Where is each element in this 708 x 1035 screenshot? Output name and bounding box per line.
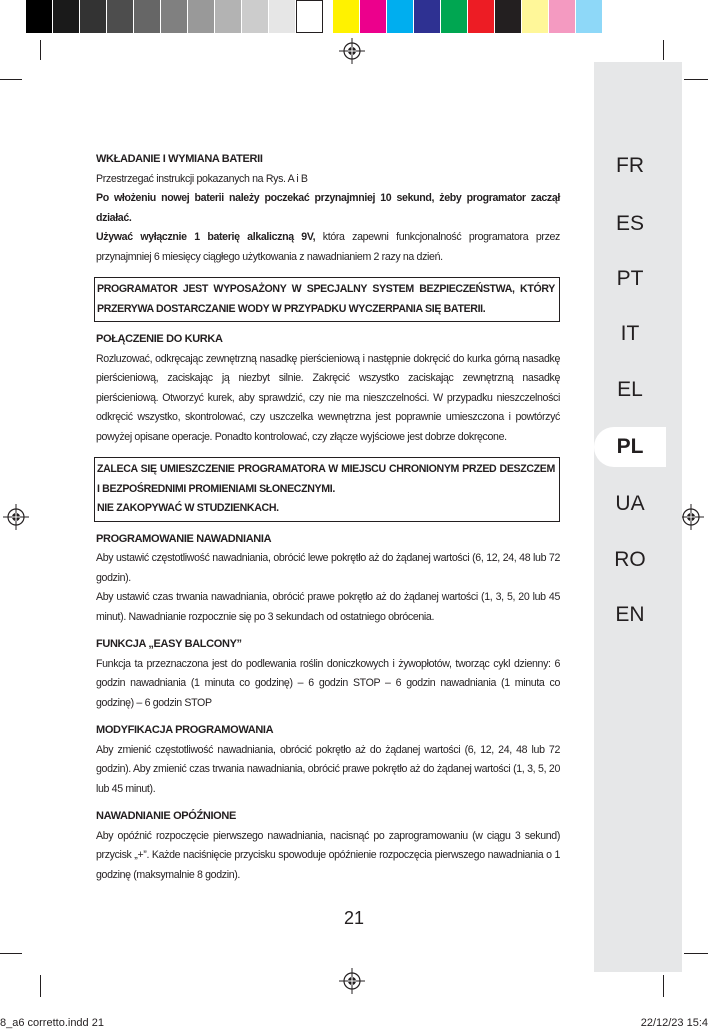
slug-filename: 8_a6 corretto.indd 21 — [0, 1017, 104, 1029]
color-swatch — [441, 0, 468, 33]
lang-tab-es[interactable]: ES — [615, 212, 644, 235]
color-swatch — [333, 0, 360, 33]
registration-mark-icon — [339, 968, 365, 994]
lang-tab-ro[interactable]: RO — [614, 548, 646, 571]
color-swatch — [387, 0, 414, 33]
placement-notice-box — [94, 457, 560, 522]
color-swatch — [296, 0, 323, 33]
color-swatch — [161, 0, 188, 33]
crop-mark — [684, 79, 708, 80]
crop-mark — [663, 975, 664, 997]
battery-type-rest: która zapewni funkcjonalność programatora przez przynajmniej 6 miesięcy ciągłego użytkowania z nawadnianiem 2 razy na dzień. — [96, 231, 561, 263]
slug-timestamp: 22/12/23 15:4 — [640, 1017, 708, 1029]
crop-mark — [40, 975, 41, 997]
lang-tab-ua[interactable]: UA — [615, 492, 645, 515]
battery-wait-note: Po włożeniu nowej baterii należy poczekać przynajmniej 10 sekund, żeby programator zaczął działać. — [96, 192, 560, 224]
color-swatch — [26, 0, 53, 33]
color-swatch — [576, 0, 603, 33]
color-swatch — [134, 0, 161, 33]
battery-type-note — [96, 228, 560, 267]
delayed-text: Aby opóźnić rozpoczęcie pierwszego nawadniania, nacisnąć po zaprogramowaniu (w ciągu 3 sekund) przycisk „+”. Każde naciśnięcie przycisku spowoduje opóźnienie rozpoczęcia pierwszego nawadniania o 1 godzinę (maksymalnie 8 godzin). — [96, 829, 560, 881]
lang-tab-it[interactable]: IT — [620, 322, 640, 345]
color-bar-gap — [323, 0, 333, 33]
color-swatch — [80, 0, 107, 33]
color-swatch — [495, 0, 522, 33]
registration-mark-icon — [3, 504, 29, 530]
color-swatch — [360, 0, 387, 33]
language-sidebar — [594, 62, 682, 972]
color-swatch — [468, 0, 495, 33]
programming-text-2: Aby ustawić czas trwania nawadniania, obrócić prawe pokrętło aż do żądanej wartości (1, 3, 5, 20 lub 45 minut). Nawadnianie rozpocznie się po 3 sekundach od ostatniego obrócenia. — [96, 591, 560, 623]
safety-notice-text: PROGRAMATOR JEST WYPOSAŻONY W SPECJALNY SYSTEM BEZPIECZEŃSTWA, KTÓRY PRZERYWA DOSTARCZANIE WODY W PRZYPADKU WYCZERPANIA SIĘ BATERII. — [97, 283, 555, 315]
document-content — [96, 150, 560, 885]
lang-tab-pt[interactable]: PT — [616, 267, 644, 290]
placement-notice-text: ZALECA SIĘ UMIESZCZENIE PROGRAMATORA W MIEJSCU CHRONIONYM PRZED DESZCZEM I BEZPOŚREDNIMI PROMIENIAMI SŁONECZNYMI. — [97, 463, 555, 495]
section-title-programming: PROGRAMOWANIE NAWADNIANIA — [96, 532, 272, 545]
color-calibration-bar — [26, 0, 603, 33]
section-title-easy-balcony: FUNKCJA „EASY BALCONY” — [96, 638, 242, 650]
modify-text: Aby zmienić częstotliwość nawadniania, obrócić pokrętło aż do żądanej wartości (6, 12, 24, 48 lub 72 godzin). Aby zmienić czas trwania nawadniania, obrócić prawe pokrętło aż do żądanej wartości (1, 3, 5, 20 lub 45 minut). — [96, 743, 560, 795]
crop-mark — [663, 40, 664, 60]
section-title-modify: MODYFIKACJA PROGRAMOWANIA — [96, 724, 274, 736]
crop-mark — [40, 40, 41, 60]
color-swatch — [269, 0, 296, 33]
color-swatch — [242, 0, 269, 33]
crop-mark — [0, 953, 22, 954]
programming-text-1: Aby ustawić częstotliwość nawadniania, obrócić lewe pokrętło aż do żądanej wartości (6, 12, 24, 48 lub 72 godzin). — [96, 552, 560, 584]
lang-tab-en[interactable]: EN — [615, 603, 645, 626]
color-swatch — [188, 0, 215, 33]
placement-notice-text-2: NIE ZAKOPYWAĆ W STUDZIENKACH. — [97, 502, 279, 514]
color-swatch — [522, 0, 549, 33]
color-swatch — [215, 0, 242, 33]
battery-instruction: Przestrzegać instrukcji pokazanych na Rys. A i B — [96, 172, 308, 185]
connection-text: Rozluzować, odkręcając zewnętrzną nasadkę pierścieniową i następnie dokręcić do kurka górną nasadkę pierścieniową, zaciskając ją niezbyt silnie. Zakręcić wszystko zaciskając zewnętrzną nasadkę pierścieniową. Otworzyć kurek, aby sprawdzić, czy nie ma nieszczelności. W przypadku nieszczelności odkręcić wszystko, skontrolować, czy uszczelka wewnętrzna jest poprawnie umieszczona i powtórzyć powyżej opisane operacje. Ponadto kontrolować, czy złącze wyjściowe jest dobrze dokręcone. — [96, 352, 560, 443]
color-swatch — [53, 0, 80, 33]
color-swatch — [414, 0, 441, 33]
page-number: 21 — [343, 908, 365, 928]
lang-tab-pl[interactable]: PL — [594, 427, 666, 467]
color-swatch — [107, 0, 134, 33]
color-swatch — [549, 0, 576, 33]
section-title-battery: WKŁADANIE I WYMIANA BATERII — [96, 153, 263, 165]
registration-mark-icon — [339, 38, 365, 64]
crop-mark — [684, 953, 708, 954]
lang-tab-el[interactable]: EL — [617, 378, 643, 401]
battery-type-bold: Używać wyłącznie 1 baterię alkaliczną 9V, — [96, 231, 316, 243]
section-title-connection: POŁĄCZENIE DO KURKA — [96, 333, 223, 345]
lang-tab-fr[interactable]: FR — [616, 154, 644, 177]
easy-balcony-text: Funkcja ta przeznaczona jest do podlewania roślin doniczkowych i żywopłotów, tworząc cykl dzienny: 6 godzin nawadniania (1 minuta co godzinę) – 6 godzin STOP – 6 godzin nawadniania (1 minuta co godzinę) – 6 godzin STOP — [96, 657, 560, 709]
crop-mark — [0, 79, 22, 80]
section-title-delayed: NAWADNIANIE OPÓŹNIONE — [96, 810, 236, 822]
safety-notice-box — [94, 277, 560, 322]
